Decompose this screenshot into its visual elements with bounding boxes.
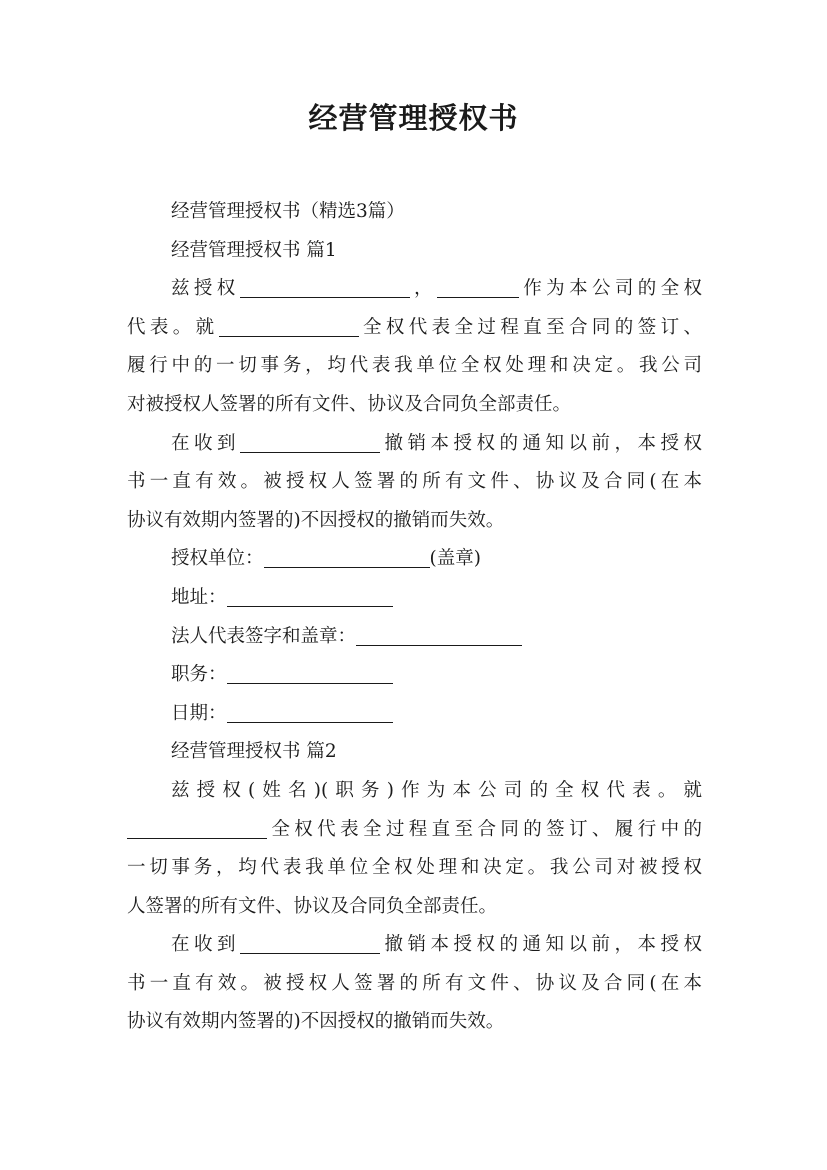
position-blank [227,661,393,684]
s1-p1-text-c: 作为本公司的全权 [518,278,702,300]
s2-paragraph-1-line-2 [127,811,702,850]
s1-paragraph-1-line-1 [127,270,702,309]
authorizee-blank-2 [437,275,519,298]
s2-paragraph-1-line-1: 兹授权(姓名)(职务)作为本公司的全权代表。就 [171,779,702,801]
s2-project-blank [127,816,267,839]
unit-blank [264,545,430,568]
s1-p1-text-d: 代表。就 [127,316,219,338]
seal-note: (盖章) [429,548,481,570]
authorizee-blank [240,275,410,298]
document-title: 经营管理授权书 [308,101,519,135]
s2-p1-text-b: 全权代表全过程直至合同的签订、履行中的 [267,818,702,840]
s2-p2-text-b: 撤销本授权的通知以前，本授权 [380,934,702,956]
date-label: 日期： [171,702,227,724]
s1-p1-text-e: 全权代表全过程直至合同的签订、 [358,316,702,338]
revocation-blank [240,430,380,453]
address-label: 地址： [171,586,227,608]
document-body [127,193,702,1042]
s2-p2-text-a: 在收到 [171,934,240,956]
unit-label: 授权单位： [171,548,264,570]
position-field [127,656,702,695]
legal-rep-field [127,618,702,657]
s1-paragraph-1-line-2 [127,309,702,348]
s1-p1-text-b: ， [409,278,437,300]
address-blank [227,584,393,607]
s1-paragraph-1-line-3: 履行中的一切事务，均代表我单位全权处理和决定。我公司 [127,355,702,377]
legal-rep-label: 法人代表签字和盖章： [171,625,357,647]
s2-paragraph-1-line-3: 一切事务，均代表我单位全权处理和决定。我公司对被授权 [127,857,702,879]
section-2-heading: 经营管理授权书 篇2 [171,741,337,763]
s1-p2-text-b: 撤销本授权的通知以前，本授权 [380,432,702,454]
project-blank [219,314,359,337]
date-field [127,695,702,734]
s1-p2-text-a: 在收到 [171,432,240,454]
s1-paragraph-1-line-4: 对被授权人签署的所有文件、协议及合同负全部责任。 [127,393,572,415]
s1-paragraph-2-line-3: 协议有效期内签署的)不因授权的撤销而失效。 [127,509,505,531]
s1-p1-text-a: 兹授权 [171,278,240,300]
section-1-heading: 经营管理授权书 篇1 [171,239,337,261]
s2-paragraph-2-line-1 [127,926,702,965]
s2-paragraph-2-line-3: 协议有效期内签署的)不因授权的撤销而失效。 [127,1011,505,1033]
address-field [127,579,702,618]
s2-paragraph-2-line-2: 书一直有效。被授权人签署的所有文件、协议及合同(在本 [127,972,702,994]
legal-rep-blank [356,623,522,646]
s2-paragraph-1-line-4: 人签署的所有文件、协议及合同负全部责任。 [127,895,498,917]
unit-field [127,540,702,579]
s2-revocation-blank [240,931,380,954]
s1-paragraph-2-line-1 [127,425,702,464]
date-blank [227,700,393,723]
s1-paragraph-2-line-2: 书一直有效。被授权人签署的所有文件、协议及合同(在本 [127,471,702,493]
position-label: 职务： [171,664,227,686]
subtitle: 经营管理授权书（精选3篇） [171,201,405,222]
